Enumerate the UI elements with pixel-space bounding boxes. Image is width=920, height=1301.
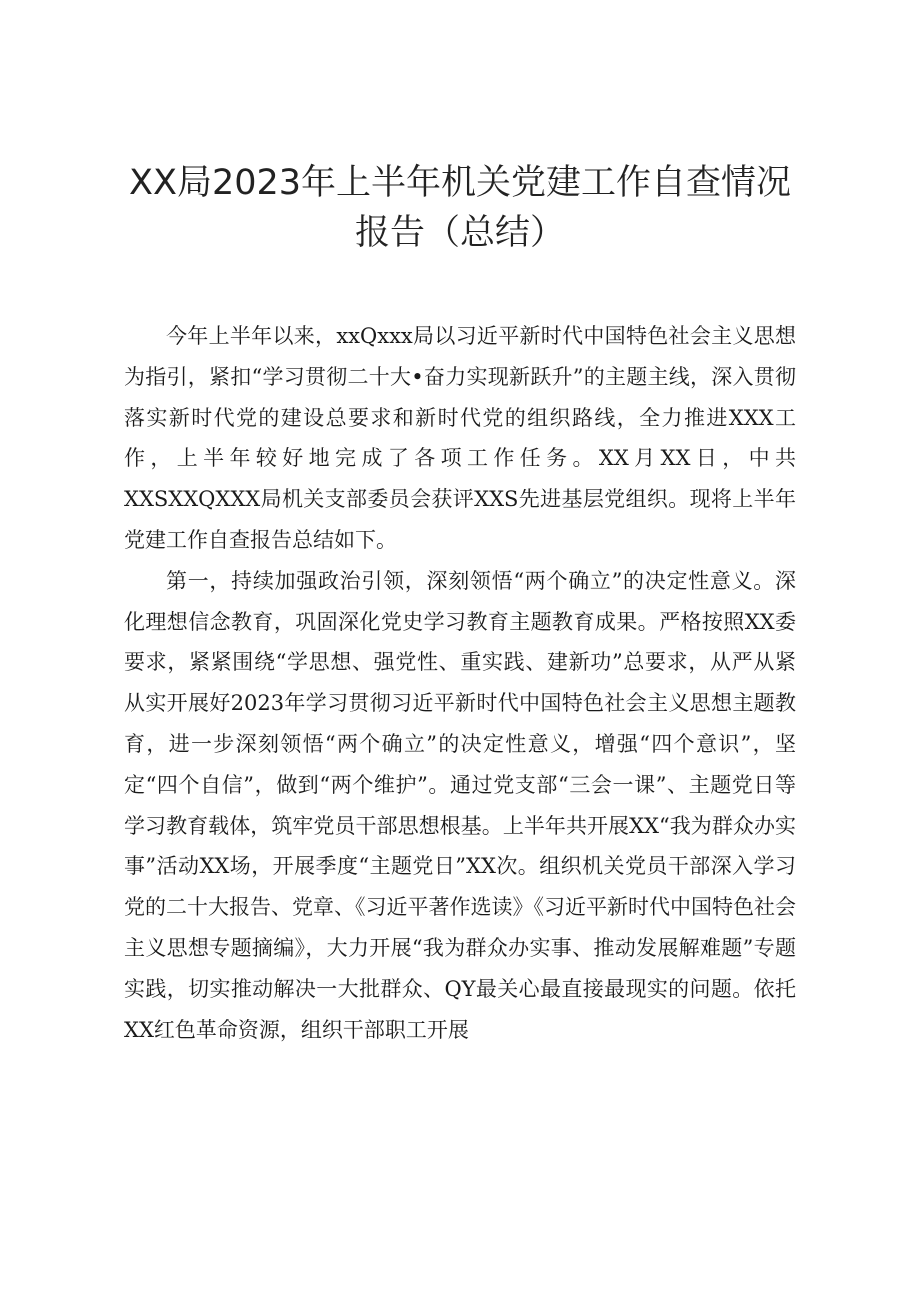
- document-body: [124, 316, 796, 1050]
- document-title-line-2: 报告（总结）: [354, 213, 565, 253]
- paragraph-section-1: 第一，持续加强政治引领，深刻领悟“两个确立”的决定性意义。深化理想信念教育，巩固深化党史学习教育主题教育成果。严格按照XX委要求，紧紧围绕“学思想、强党性、重实践、建新功”总要求，从严从紧从实开展好2023年学习贯彻习近平新时代中国特色社会主义思想主题教育，进一步深刻领悟“两个确立”的决定性意义，增强“四个意识”，坚定“四个自信”，做到“两个维护”。通过党支部“三会一课”、主题党日等学习教育载体，筑牢党员干部思想根基。上半年共开展XX“我为群众办实事”活动XX场，开展季度“主题党日”XX次。组织机关党员干部深入学习党的二十大报告、党章、《习近平著作选读》《习近平新时代中国特色社会主义思想专题摘编》，大力开展“我为群众办实事、推动发展解难题”专题实践，切实推动解决一大批群众、QY最关心最直接最现实的问题。依托XX红色革命资源，组织干部职工开展: [124, 568, 796, 1042]
- paragraph-intro: 今年上半年以来，xxQxxx局以习近平新时代中国特色社会主义思想为指引，紧扣“学习贯彻二十大•奋力实现新跃升”的主题主线，深入贯彻落实新时代党的建设总要求和新时代党的组织路线，全力推进XXX工作，上半年较好地完成了各项工作任务。XX月XX日，中共XXSXXQXXX局机关支部委员会获评XXS先进基层党组织。现将上半年党建工作自查报告总结如下。: [124, 324, 796, 552]
- document-title-line-1: XX局2023年上半年机关党建工作自查情况: [128, 163, 792, 203]
